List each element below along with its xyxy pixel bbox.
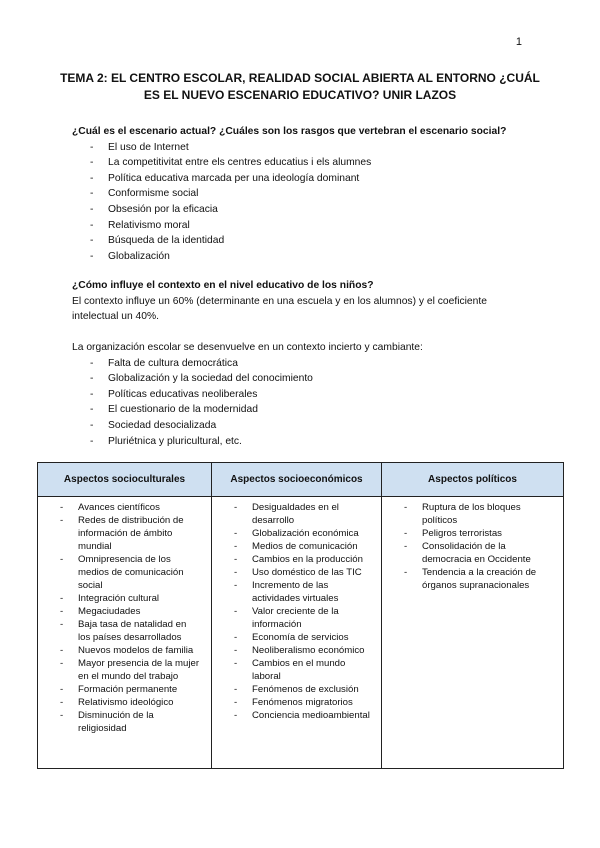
- list-item: - Valor creciente de la información: [218, 605, 375, 631]
- cell-political: [382, 497, 564, 769]
- table-row: [38, 497, 564, 769]
- cell-sociocultural: [38, 497, 212, 769]
- list-item: - Tendencia a la creación de órganos supranacionales: [388, 566, 557, 592]
- list-item: - Globalización: [72, 249, 532, 265]
- list-item: - Política educativa marcada per una ideología dominant: [72, 171, 532, 187]
- list-item: - La competitivitat entre els centres educatius i els alumnes: [72, 155, 532, 171]
- section-current-scenario: [72, 124, 532, 264]
- list-item: - Ruptura de los bloques políticos: [388, 501, 557, 527]
- list-item: - Sociedad desocializada: [72, 418, 532, 434]
- list-item: - Cambios en el mundo laboral: [218, 657, 375, 683]
- list-item: - Neoliberalismo económico: [218, 644, 375, 657]
- list-item: - Mayor presencia de la mujer en el mundo del trabajo: [44, 657, 205, 683]
- header-socioeconomic: Aspectos socioeconómicos: [212, 463, 382, 497]
- list-item: - Economía de servicios: [218, 631, 375, 644]
- section-context-influence: [72, 278, 532, 325]
- list-item: - Incremento de las actividades virtuales: [218, 579, 375, 605]
- cell-socioeconomic: [212, 497, 382, 769]
- sociocultural-list: [44, 501, 205, 735]
- list-item: - Redes de distribución de información de ámbito mundial: [44, 514, 205, 553]
- list-item: - Globalización económica: [218, 527, 375, 540]
- list-item: - Formación permanente: [44, 683, 205, 696]
- list-item: - Obsesión por la eficacia: [72, 202, 532, 218]
- document-title: TEMA 2: EL CENTRO ESCOLAR, REALIDAD SOCIAL ABIERTA AL ENTORNO ¿CUÁL ES EL NUEVO ESCENARIO EDUCATIVO? UNIR LAZOS: [60, 71, 540, 102]
- list-item: - Búsqueda de la identidad: [72, 233, 532, 249]
- table-header-row: [38, 463, 564, 497]
- question-context-influence: ¿Cómo influye el contexto en el nivel educativo de los niños?: [72, 280, 374, 291]
- header-political: Aspectos políticos: [382, 463, 564, 497]
- list-item: - Medios de comunicación: [218, 540, 375, 553]
- list-item: - Relativismo ideológico: [44, 696, 205, 709]
- socioeconomic-list: [218, 501, 375, 722]
- list-item: - Cambios en la producción: [218, 553, 375, 566]
- list-item: - El uso de Internet: [72, 140, 532, 156]
- list-item: - Integración cultural: [44, 592, 205, 605]
- list-item: - Globalización y la sociedad del conocimiento: [72, 371, 532, 387]
- header-sociocultural: Aspectos socioculturales: [38, 463, 212, 497]
- list-item: - El cuestionario de la modernidad: [72, 402, 532, 418]
- context-influence-paragraph: El contexto influye un 60% (determinante en una escuela y en los alumnos) y el coeficiente intelectual un 40%.: [72, 295, 487, 323]
- school-organization-intro: La organización escolar se desenvuelve en un contexto incierto y cambiante:: [72, 342, 423, 353]
- list-item: - Pluriétnica y pluricultural, etc.: [72, 434, 532, 450]
- list-item: - Políticas educativas neoliberales: [72, 387, 532, 403]
- list-item: - Fenómenos de exclusión: [218, 683, 375, 696]
- list-item: - Conformisme social: [72, 186, 532, 202]
- list-item: - Desigualdades en el desarrollo: [218, 501, 375, 527]
- aspects-table: [37, 462, 564, 769]
- list-item: - Avances científicos: [44, 501, 205, 514]
- list-item: - Consolidación de la democracia en Occidente: [388, 540, 557, 566]
- list-item: - Fenómenos migratorios: [218, 696, 375, 709]
- list-item: - Disminución de la religiosidad: [44, 709, 205, 735]
- question-current-scenario: ¿Cuál es el escenario actual? ¿Cuáles son los rasgos que vertebran el escenario social?: [72, 126, 507, 137]
- page-number: 1: [515, 36, 522, 48]
- section-school-organization: [72, 340, 532, 449]
- list-item: - Relativismo moral: [72, 218, 532, 234]
- list-item: - Nuevos modelos de familia: [44, 644, 205, 657]
- political-list: [388, 501, 557, 592]
- list-item: - Megaciudades: [44, 605, 205, 618]
- current-scenario-list: [72, 140, 532, 265]
- list-item: - Falta de cultura democrática: [72, 356, 532, 372]
- list-item: - Peligros terroristas: [388, 527, 557, 540]
- list-item: - Conciencia medioambiental: [218, 709, 375, 722]
- list-item: - Uso doméstico de las TIC: [218, 566, 375, 579]
- list-item: - Baja tasa de natalidad en los países desarrollados: [44, 618, 205, 644]
- school-organization-list: [72, 356, 532, 450]
- list-item: - Omnipresencia de los medios de comunicación social: [44, 553, 205, 592]
